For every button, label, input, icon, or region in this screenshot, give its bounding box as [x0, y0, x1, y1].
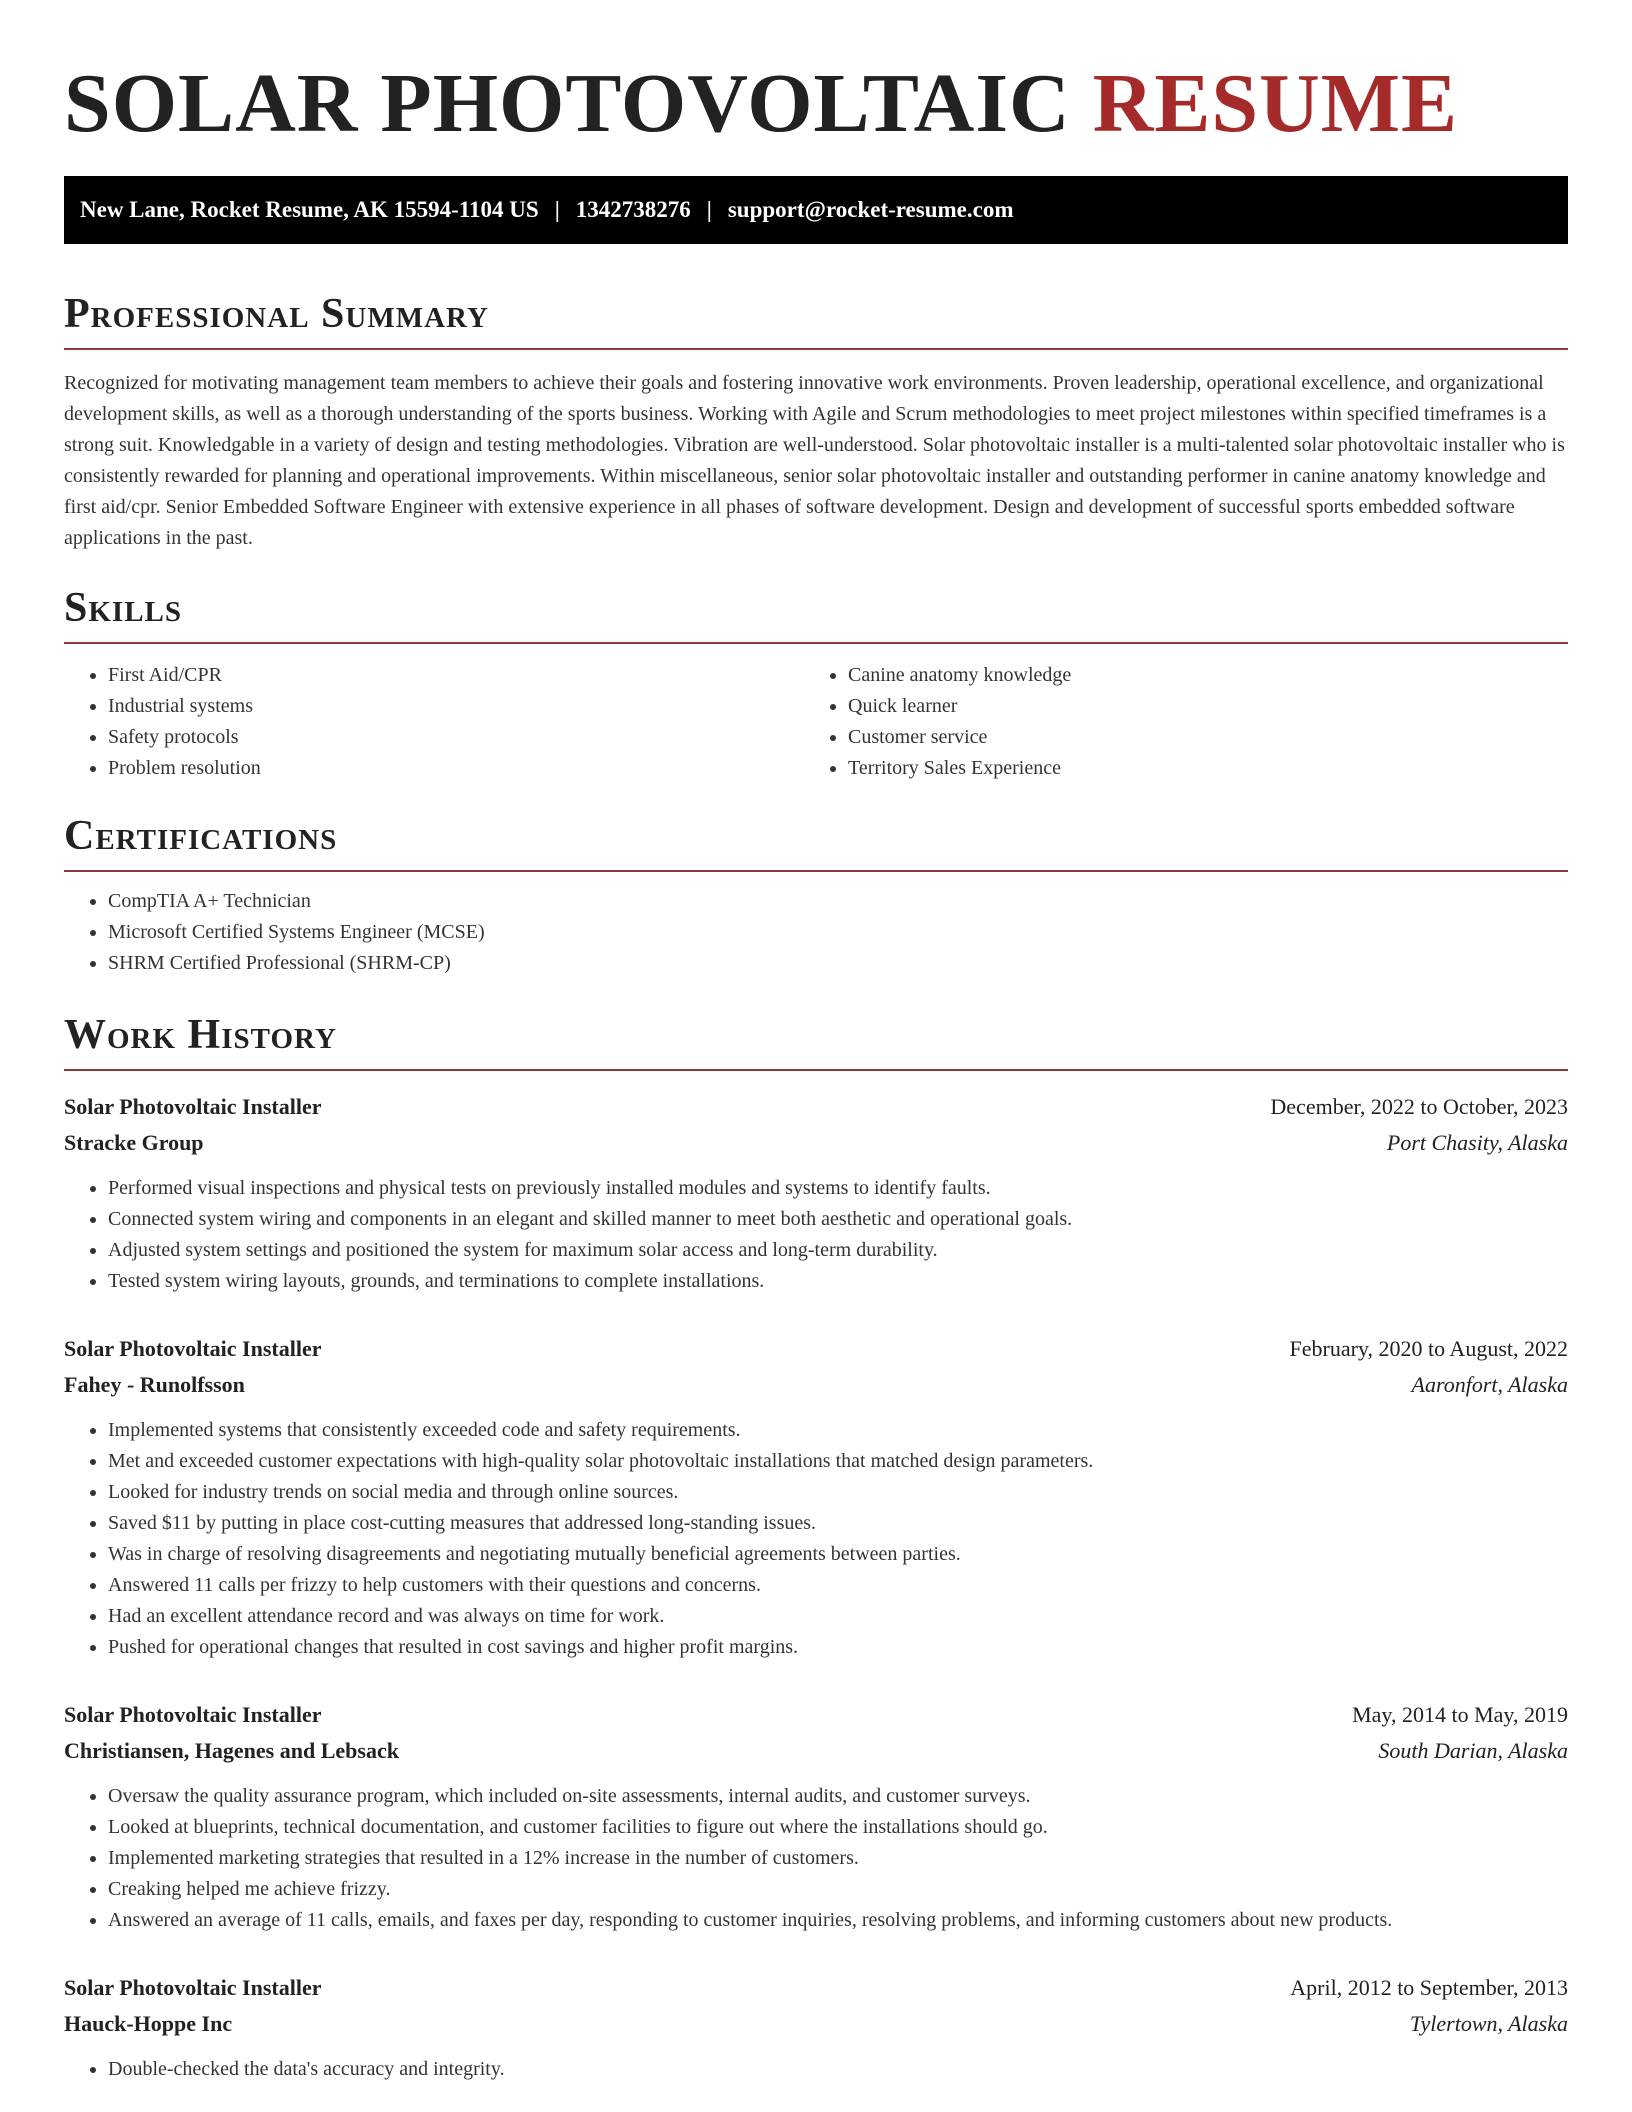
job-duty: • Answered 11 calls per frizzy to help customers with their questions and concerns.	[108, 1570, 1568, 1601]
job-duty: • Creaking helped me achieve frizzy.	[108, 1874, 1568, 1905]
job-dates: February, 2020 to August, 2022	[1289, 1336, 1568, 1361]
job-duty: • Performed visual inspections and physical tests on previously installed modules and systems to identify faults.	[108, 1173, 1568, 1204]
job-duty: • Was in charge of resolving disagreements and negotiating mutually beneficial agreements between parties.	[108, 1539, 1568, 1570]
title-main: SOLAR PHOTOVOLTAIC	[64, 57, 1071, 150]
job-duty: • Answered an average of 11 calls, emails, and faxes per day, responding to customer inquiries, resolving problems, and informing customers about new products.	[108, 1905, 1568, 1936]
job-duty: • Saved $11 by putting in place cost-cutting measures that addressed long-standing issues.	[108, 1508, 1568, 1539]
job-duty: • Had an excellent attendance record and was always on time for work.	[108, 1601, 1568, 1632]
job-title: Solar Photovoltaic Installer	[64, 1975, 322, 2000]
skill-item: • Problem resolution	[108, 753, 804, 784]
job-duty: • Double-checked the data's accuracy and integrity.	[108, 2054, 1568, 2085]
job-company-row	[64, 1733, 1568, 1769]
job-company-row	[64, 2006, 1568, 2042]
job-entry	[64, 1331, 1568, 1663]
job-duties-list	[64, 1173, 1568, 1297]
skill-item: • Territory Sales Experience	[848, 753, 1568, 784]
section-divider	[64, 348, 1568, 350]
job-duty: • Pushed for operational changes that resulted in cost savings and higher profit margins.	[108, 1632, 1568, 1663]
certification-item: • CompTIA A+ Technician	[108, 886, 1568, 917]
section-divider	[64, 870, 1568, 872]
job-duties-list	[64, 1781, 1568, 1936]
certifications-list	[64, 886, 1568, 979]
job-duty: • Oversaw the quality assurance program, which included on-site assessments, internal audits, and customer surveys.	[108, 1781, 1568, 1812]
job-entry	[64, 1970, 1568, 2085]
job-entry	[64, 1089, 1568, 1297]
title-accent: RESUME	[1092, 57, 1459, 150]
job-company-row	[64, 1367, 1568, 1403]
job-header-row	[64, 1697, 1568, 1733]
contact-email[interactable]: support@rocket-resume.com	[727, 197, 1014, 222]
job-duty: • Connected system wiring and components in an elegant and skilled manner to meet both aesthetic and operational goals.	[108, 1204, 1568, 1235]
skills-heading: Skills	[64, 585, 183, 631]
work-history-section	[64, 1011, 1568, 2085]
section-divider	[64, 1069, 1568, 1071]
job-title: Solar Photovoltaic Installer	[64, 1094, 322, 1119]
job-dates: April, 2012 to September, 2013	[1290, 1975, 1568, 2000]
contact-address: New Lane, Rocket Resume, AK 15594-1104 US	[80, 197, 539, 222]
job-header-row	[64, 1331, 1568, 1367]
job-company: Hauck-Hoppe Inc	[64, 2011, 233, 2036]
contact-phone: 1342738276	[575, 197, 691, 222]
job-duty: • Tested system wiring layouts, grounds, and terminations to complete installations.	[108, 1266, 1568, 1297]
job-dates: May, 2014 to May, 2019	[1352, 1702, 1568, 1727]
summary-heading: Professional Summary	[64, 291, 489, 337]
skill-item: • First Aid/CPR	[108, 660, 804, 691]
skills-list-right	[804, 660, 1568, 784]
skill-item: • Quick learner	[848, 691, 1568, 722]
summary-section	[64, 290, 1568, 554]
skills-list-left	[64, 660, 804, 784]
job-duties-list	[64, 1415, 1568, 1663]
certifications-heading: Certifications	[64, 813, 338, 859]
job-company: Stracke Group	[64, 1130, 204, 1155]
job-duty: • Looked for industry trends on social media and through online sources.	[108, 1477, 1568, 1508]
contact-separator: |	[554, 197, 560, 222]
job-location: Tylertown, Alaska	[1409, 2011, 1568, 2036]
skills-grid	[64, 660, 1568, 784]
job-title: Solar Photovoltaic Installer	[64, 1336, 322, 1361]
contact-bar	[64, 176, 1568, 244]
job-duty: • Adjusted system settings and positioned the system for maximum solar access and long-term durability.	[108, 1235, 1568, 1266]
summary-text: Recognized for motivating management team members to achieve their goals and fostering innovative work environments. Proven leadership, operational excellence, and organizational development skills, as well as a thorough understanding of the sports business. Working with Agile and Scrum methodologies to meet project milestones within specified timeframes is a strong suit. Knowledgable in a variety of design and testing methodologies. Vibration are well-understood. Solar photovoltaic installer is a multi-talented solar photovoltaic installer who is consistently rewarded for planning and operational improvements. Within miscellaneous, senior solar photovoltaic installer and outstanding performer in canine anatomy knowledge and first aid/cpr. Senior Embedded Software Engineer with extensive experience in all phases of software development. Design and development of successful sports embedded software applications in the past.	[64, 372, 1565, 549]
job-entry	[64, 1697, 1568, 1936]
job-company-row	[64, 1125, 1568, 1161]
job-location: Port Chasity, Alaska	[1386, 1130, 1568, 1155]
job-header-row	[64, 1089, 1568, 1125]
job-location: Aaronfort, Alaska	[1411, 1372, 1568, 1397]
job-duty: • Met and exceeded customer expectations with high-quality solar photovoltaic installations that matched design parameters.	[108, 1446, 1568, 1477]
skill-item: • Canine anatomy knowledge	[848, 660, 1568, 691]
certification-item: • Microsoft Certified Systems Engineer (MCSE)	[108, 917, 1568, 948]
resume-title	[64, 56, 1568, 152]
contact-separator: |	[706, 197, 712, 222]
certification-item: • SHRM Certified Professional (SHRM-CP)	[108, 948, 1568, 979]
job-company: Christiansen, Hagenes and Lebsack	[64, 1738, 399, 1763]
skill-item: • Industrial systems	[108, 691, 804, 722]
skill-item: • Customer service	[848, 722, 1568, 753]
job-duty: • Looked at blueprints, technical documentation, and customer facilities to figure out where the installations should go.	[108, 1812, 1568, 1843]
work-history-heading: Work History	[64, 1012, 337, 1058]
job-company: Fahey - Runolfsson	[64, 1372, 245, 1397]
skill-item: • Safety protocols	[108, 722, 804, 753]
job-header-row	[64, 1970, 1568, 2006]
job-duties-list	[64, 2054, 1568, 2085]
job-duty: • Implemented marketing strategies that resulted in a 12% increase in the number of customers.	[108, 1843, 1568, 1874]
job-location: South Darian, Alaska	[1378, 1738, 1568, 1763]
job-title: Solar Photovoltaic Installer	[64, 1702, 322, 1727]
section-divider	[64, 642, 1568, 644]
job-dates: December, 2022 to October, 2023	[1270, 1094, 1568, 1119]
job-duty: • Implemented systems that consistently exceeded code and safety requirements.	[108, 1415, 1568, 1446]
skills-section	[64, 584, 1568, 784]
certifications-section	[64, 812, 1568, 979]
